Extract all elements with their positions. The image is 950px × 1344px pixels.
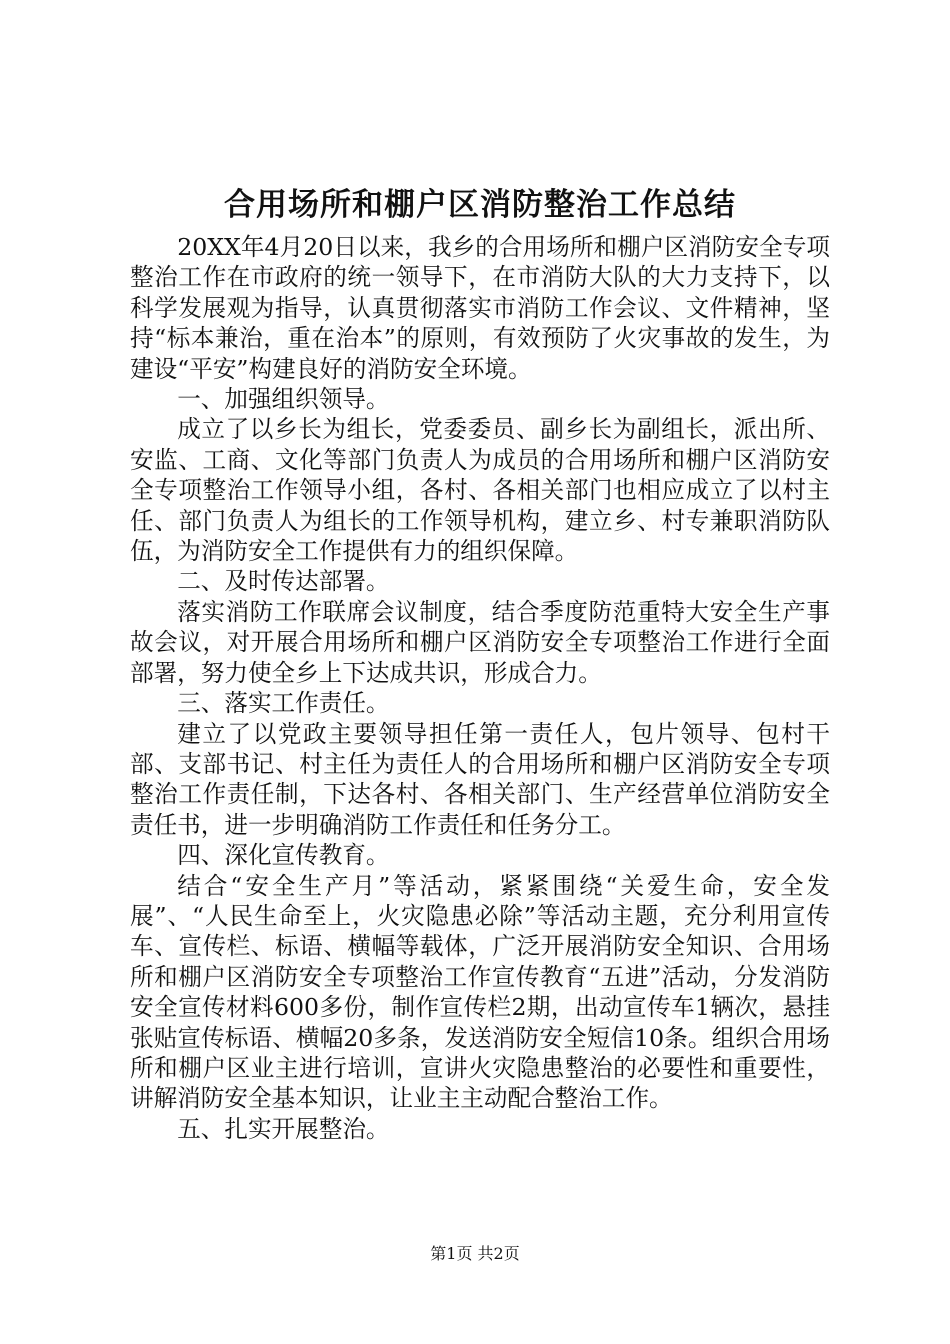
section-heading-5: 五、扎实开展整治。 [177,1114,390,1143]
section-body-1: 成立了以乡长为组长，党委委员、副乡长为副组长，派出所、安监、工商、文化等部门负责人为成员的合用场所和棚户区消防安全专项整治工作领导小组，各村、各相关部门也相应成立了以村主任、部门负责人为组长的工作领导机构，建立乡、村专兼职消防队伍，为消防安全工作提供有力的组织保障。 [130,415,830,566]
document-page [130,180,830,1144]
section-heading-1: 一、加强组织领导。 [177,385,390,414]
section-heading-4: 四、深化宣传教育。 [177,841,390,870]
section-heading-3: 三、落实工作责任。 [177,689,390,718]
document-title: 合用场所和棚户区消防整治工作总结 [224,187,736,223]
section-heading-2: 二、及时传达部署。 [177,567,390,596]
intro-paragraph: 20XX年4月20日以来，我乡的合用场所和棚户区消防安全专项整治工作在市政府的统一领导下，在市消防大队的大力支持下，以科学发展观为指导，认真贯彻落实市消防工作会议、文件精神，坚持“标本兼治，重在治本”的原则，有效预防了火灾事故的发生，为建设“平安”构建良好的消防安全环境。 [130,233,830,383]
section-body-4: 结合“安全生产月”等活动，紧紧围绕“关爱生命，安全发展”、“人民生命至上，火灾隐患必除”等活动主题，充分利用宣传车、宣传栏、标语、横幅等载体，广泛开展消防安全知识、合用场所和棚户区消防安全专项整治工作宣传教育“五进”活动，分发消防安全宣传材料600多份，制作宣传栏2期，出动宣传车1辆次，悬挂张贴宣传标语、横幅20多条，发送消防安全短信10条。组织合用场所和棚户区业主进行培训，宣讲火灾隐患整治的必要性和重要性，讲解消防安全基本知识，让业主主动配合整治工作。 [130,871,830,1113]
page-footer: 第1页 共2页 [430,1244,520,1263]
section-body-2: 落实消防工作联席会议制度，结合季度防范重特大安全生产事故会议，对开展合用场所和棚户区消防安全专项整治工作进行全面部署，努力使全乡上下达成共识，形成合力。 [130,597,830,687]
section-body-3: 建立了以党政主要领导担任第一责任人，包片领导、包村干部、支部书记、村主任为责任人的合用场所和棚户区消防安全专项整治工作责任制，下达各村、各相关部门、生产经营单位消防安全责任书，进一步明确消防工作责任和任务分工。 [130,719,830,839]
